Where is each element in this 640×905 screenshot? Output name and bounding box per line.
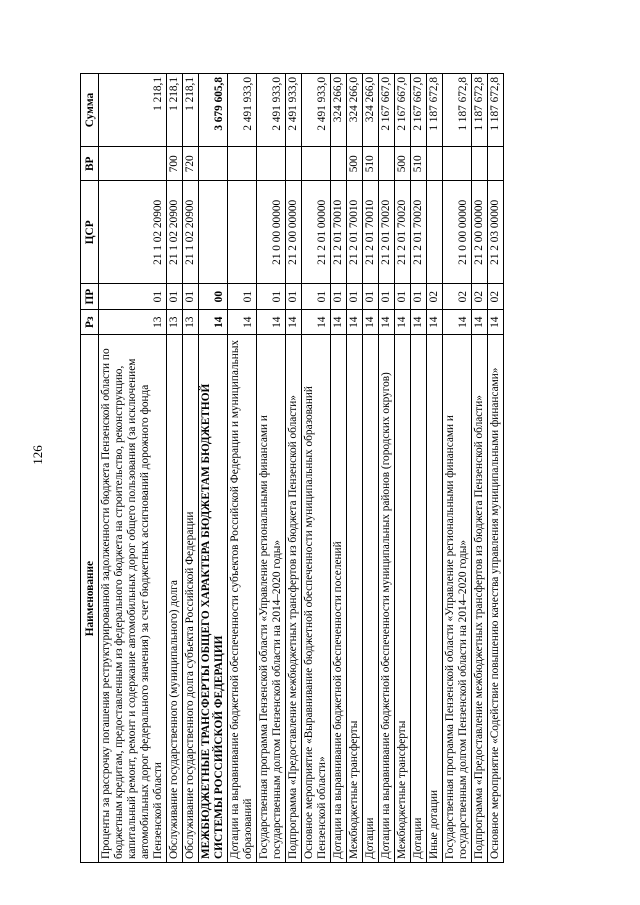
cell-vr (331, 147, 347, 181)
cell-vr (286, 147, 302, 181)
cell-sum: 1 218,1 (99, 74, 167, 147)
header-rz: Рз (81, 310, 99, 335)
cell-sum: 2 167 667,0 (395, 74, 411, 147)
cell-vr (443, 147, 472, 181)
cell-rz: 14 (443, 310, 472, 335)
table-body (99, 74, 504, 863)
cell-csr: 21 2 01 70010 (363, 181, 379, 284)
budget-table-container (80, 73, 504, 863)
cell-pr: 02 (488, 284, 504, 310)
cell-pr: 02 (427, 284, 443, 310)
cell-pr: 01 (99, 284, 167, 310)
cell-name: Подпрограмма «Предоставление межбюджетных трансфертов из бюджета Пензенской области» (286, 335, 302, 863)
cell-csr: 21 2 01 00000 (302, 181, 331, 284)
cell-vr: 700 (167, 147, 183, 181)
cell-name: Иные дотации (427, 335, 443, 863)
cell-vr (472, 147, 488, 181)
cell-sum: 324 266,0 (347, 74, 363, 147)
cell-csr: 21 2 03 00000 (488, 181, 504, 284)
cell-name: Государственная программа Пензенской области «Управление региональными финансами и государственным долгом Пензенской области на 2014–2020 годы» (443, 335, 472, 863)
table-row (427, 74, 443, 863)
cell-pr: 01 (228, 284, 257, 310)
table-row (363, 74, 379, 863)
budget-table (80, 73, 504, 863)
cell-name: Дотации на выравнивание бюджетной обеспеченности субъектов Российской Федерации и муниципальных образований (228, 335, 257, 863)
cell-name: Проценты за рассрочку погашения реструктурированной задолженности бюджета Пензенской области по бюджетным кредитам, предоставленным из федерального бюджета на строительство, реконструкцию, капитальный ремонт, ремонт и содержание автомобильных дорог общего пользования (за исключением автомобильных дорог федерального значения) за счет бюджетных ассигнований дорожного фонда Пензенской области (99, 335, 167, 863)
cell-rz: 13 (183, 310, 199, 335)
page-number: 126 (30, 445, 45, 465)
cell-name: Государственная программа Пензенской области «Управление региональными финансами и государственным долгом Пензенской области на 2014–2020 годы» (257, 335, 286, 863)
cell-sum: 2 491 933,0 (302, 74, 331, 147)
cell-rz: 14 (363, 310, 379, 335)
cell-name: Обслуживание государственного (муниципального) долга (167, 335, 183, 863)
table-row (331, 74, 347, 863)
cell-vr: 500 (347, 147, 363, 181)
cell-vr: 510 (363, 147, 379, 181)
cell-sum: 1 218,1 (183, 74, 199, 147)
cell-rz: 14 (286, 310, 302, 335)
cell-csr: 21 2 00 00000 (286, 181, 302, 284)
cell-vr (488, 147, 504, 181)
header-row (81, 74, 99, 863)
cell-rz: 14 (257, 310, 286, 335)
cell-pr: 02 (443, 284, 472, 310)
cell-rz: 14 (395, 310, 411, 335)
cell-vr (228, 147, 257, 181)
cell-name: Подпрограмма «Предоставление межбюджетных трансфертов из бюджета Пензенской области» (472, 335, 488, 863)
cell-sum: 1 187 672,8 (443, 74, 472, 147)
cell-vr (99, 147, 167, 181)
table-row (411, 74, 427, 863)
cell-sum: 2 491 933,0 (257, 74, 286, 147)
cell-vr: 720 (183, 147, 199, 181)
table-row (167, 74, 183, 863)
cell-sum: 1 187 672,8 (488, 74, 504, 147)
cell-rz: 14 (331, 310, 347, 335)
cell-vr (199, 147, 228, 181)
cell-sum: 1 218,1 (167, 74, 183, 147)
cell-csr: 21 2 01 70020 (411, 181, 427, 284)
cell-csr: 21 0 00 00000 (257, 181, 286, 284)
table-row (347, 74, 363, 863)
cell-pr: 01 (395, 284, 411, 310)
cell-vr (302, 147, 331, 181)
cell-vr: 510 (411, 147, 427, 181)
cell-sum: 2 167 667,0 (411, 74, 427, 147)
cell-csr: 21 2 01 70010 (347, 181, 363, 284)
cell-pr: 01 (167, 284, 183, 310)
cell-csr: 21 1 02 20900 (167, 181, 183, 284)
table-row (443, 74, 472, 863)
header-csr: ЦСР (81, 181, 99, 284)
cell-sum: 1 187 672,8 (427, 74, 443, 147)
cell-pr: 01 (363, 284, 379, 310)
table-row (286, 74, 302, 863)
cell-pr: 01 (379, 284, 395, 310)
header-pr: ПР (81, 284, 99, 310)
table-row (472, 74, 488, 863)
cell-csr (427, 181, 443, 284)
cell-sum: 324 266,0 (331, 74, 347, 147)
cell-csr (199, 181, 228, 284)
cell-name: Обслуживание государственного долга субъекта Российской Федерации (183, 335, 199, 863)
cell-pr: 01 (183, 284, 199, 310)
table-row (302, 74, 331, 863)
cell-pr: 01 (347, 284, 363, 310)
cell-csr: 21 0 00 00000 (443, 181, 472, 284)
cell-pr: 01 (257, 284, 286, 310)
cell-vr (427, 147, 443, 181)
cell-rz: 13 (99, 310, 167, 335)
table-row (199, 74, 228, 863)
table-row (228, 74, 257, 863)
table-row (257, 74, 286, 863)
cell-vr: 500 (395, 147, 411, 181)
cell-csr (228, 181, 257, 284)
cell-csr: 21 1 02 20900 (99, 181, 167, 284)
header-name: Наименование (81, 335, 99, 863)
cell-sum: 2 167 667,0 (379, 74, 395, 147)
cell-rz: 14 (488, 310, 504, 335)
cell-sum: 324 266,0 (363, 74, 379, 147)
cell-sum: 2 491 933,0 (286, 74, 302, 147)
cell-csr: 21 1 02 20900 (183, 181, 199, 284)
cell-name: Дотации (363, 335, 379, 863)
cell-pr: 01 (411, 284, 427, 310)
cell-rz: 14 (228, 310, 257, 335)
cell-rz: 14 (472, 310, 488, 335)
cell-name: МЕЖБЮДЖЕТНЫЕ ТРАНСФЕРТЫ ОБЩЕГО ХАРАКТЕРА БЮДЖЕТАМ БЮДЖЕТНОЙ СИСТЕМЫ РОССИЙСКОЙ ФЕДЕРАЦИИ (199, 335, 228, 863)
cell-sum: 1 187 672,8 (472, 74, 488, 147)
table-row (99, 74, 167, 863)
cell-rz: 13 (167, 310, 183, 335)
cell-pr: 01 (302, 284, 331, 310)
cell-vr (379, 147, 395, 181)
table-row (379, 74, 395, 863)
cell-pr: 00 (199, 284, 228, 310)
cell-csr: 21 2 01 70020 (395, 181, 411, 284)
cell-csr: 21 2 01 70010 (331, 181, 347, 284)
cell-rz: 14 (411, 310, 427, 335)
cell-csr: 21 2 00 00000 (472, 181, 488, 284)
cell-name: Дотации на выравнивание бюджетной обеспеченности муниципальных районов (городских округов) (379, 335, 395, 863)
cell-name: Межбюджетные трансферты (347, 335, 363, 863)
cell-rz: 14 (379, 310, 395, 335)
cell-vr (257, 147, 286, 181)
cell-rz: 14 (302, 310, 331, 335)
cell-name: Основное мероприятие «Выравнивание бюджетной обеспеченности муниципальных образований Пензенской области» (302, 335, 331, 863)
cell-sum: 3 679 605,8 (199, 74, 228, 147)
cell-name: Межбюджетные трансферты (395, 335, 411, 863)
cell-pr: 01 (331, 284, 347, 310)
table-row (395, 74, 411, 863)
table-row (183, 74, 199, 863)
cell-name: Дотации (411, 335, 427, 863)
cell-sum: 2 491 933,0 (228, 74, 257, 147)
cell-name: Дотации на выравнивание бюджетной обеспеченности поселений (331, 335, 347, 863)
cell-name: Основное мероприятие «Содействие повышению качества управления муниципальными финансами» (488, 335, 504, 863)
cell-csr: 21 2 01 70020 (379, 181, 395, 284)
cell-pr: 01 (286, 284, 302, 310)
cell-rz: 14 (347, 310, 363, 335)
table-row (488, 74, 504, 863)
header-vr: ВР (81, 147, 99, 181)
cell-pr: 02 (472, 284, 488, 310)
cell-rz: 14 (427, 310, 443, 335)
cell-rz: 14 (199, 310, 228, 335)
header-sum: Сумма (81, 74, 99, 147)
